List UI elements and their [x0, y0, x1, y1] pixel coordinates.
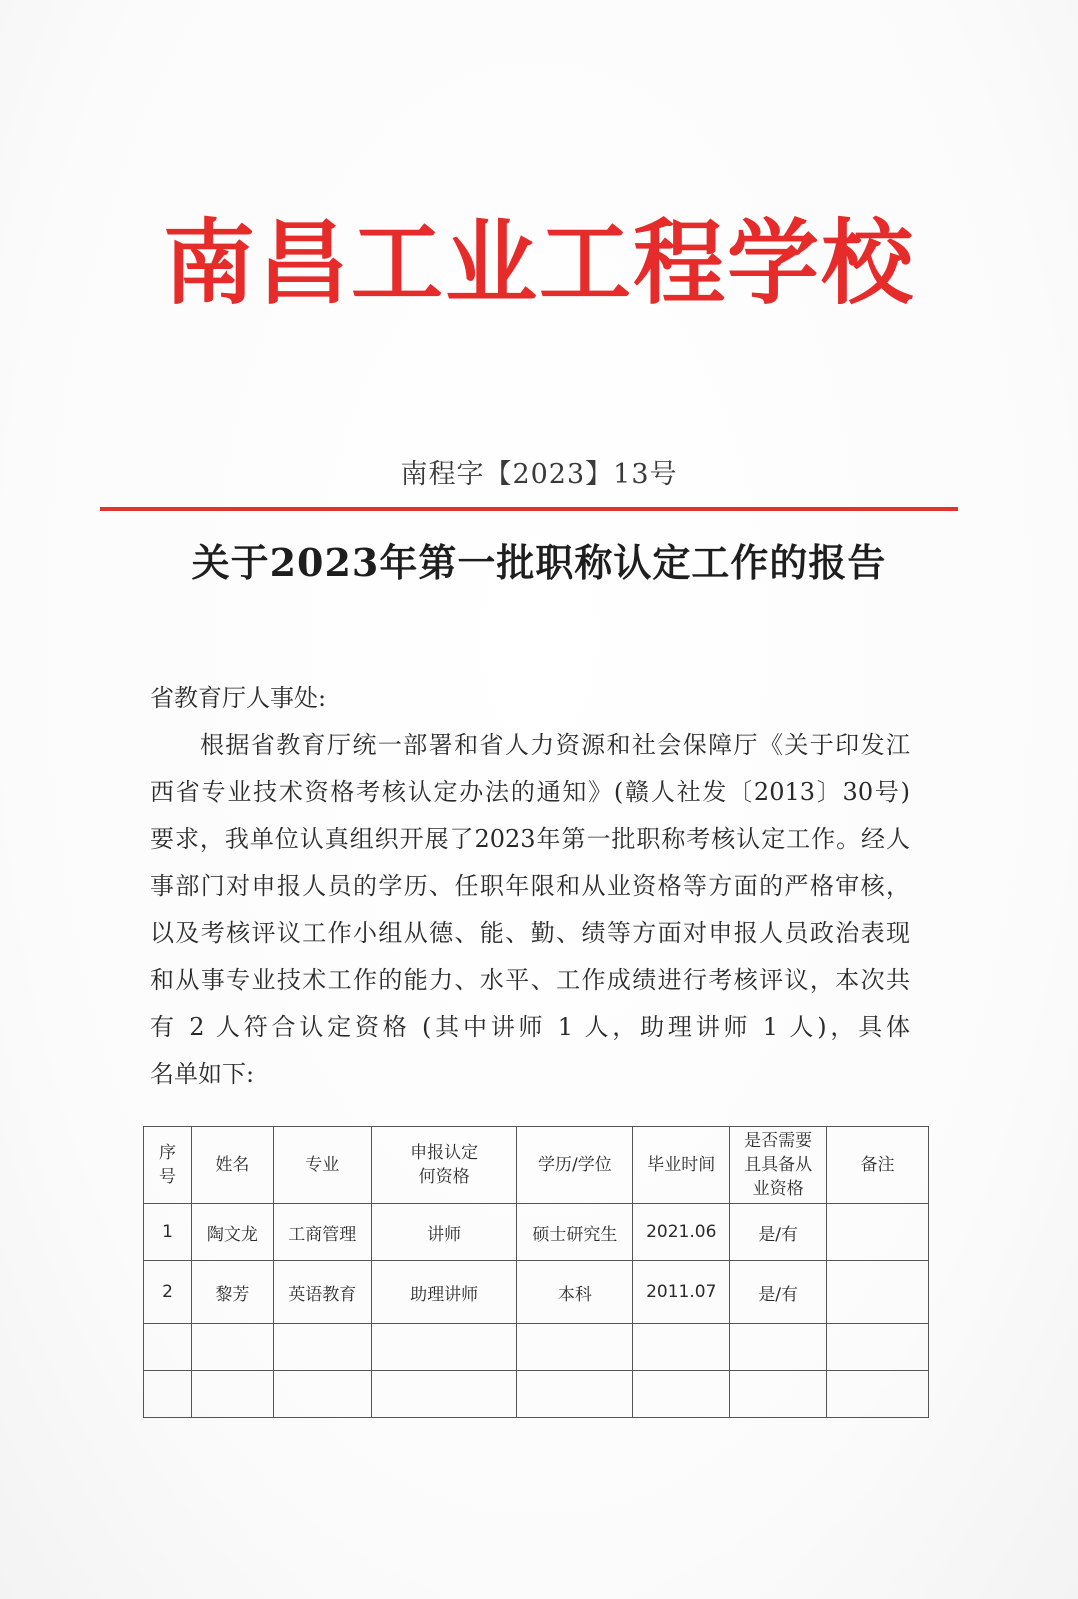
cell-remarks — [827, 1261, 929, 1324]
cell-grad-time: 2021.06 — [633, 1204, 730, 1261]
empty-cell — [633, 1371, 730, 1418]
table-row — [144, 1261, 929, 1324]
body-line: 根据省教育厅统一部署和省人力资源和社会保障厅《关于印发江 — [200, 731, 910, 759]
report-body — [150, 722, 910, 1098]
empty-cell — [517, 1371, 633, 1418]
cell-seq: 1 — [144, 1204, 192, 1261]
empty-cell — [730, 1371, 827, 1418]
header-education: 学历/学位 — [517, 1127, 633, 1204]
empty-cell — [371, 1324, 517, 1371]
header-seq — [144, 1127, 192, 1204]
school-masthead: 南昌工业工程学校 — [162, 210, 915, 317]
empty-cell — [191, 1371, 273, 1418]
header-remarks: 备注 — [827, 1127, 929, 1204]
header-major: 专业 — [273, 1127, 371, 1204]
cell-qualification: 讲师 — [371, 1204, 517, 1261]
empty-cell — [144, 1324, 192, 1371]
header-requirement-line: 业资格 — [752, 1179, 804, 1199]
cell-remarks — [827, 1204, 929, 1261]
cell-seq: 2 — [144, 1261, 192, 1324]
roster-table — [143, 1126, 929, 1418]
cell-major: 工商管理 — [273, 1204, 371, 1261]
body-line: 以及考核评议工作小组从德、能、勤、绩等方面对申报人员政治表现 — [150, 919, 910, 947]
empty-cell — [730, 1324, 827, 1371]
header-requirement-line: 且具备从 — [744, 1155, 813, 1175]
table-row-empty — [144, 1371, 929, 1418]
header-name: 姓名 — [191, 1127, 273, 1204]
header-seq-line: 序 — [158, 1143, 176, 1163]
cell-requirement: 是/有 — [730, 1204, 827, 1261]
header-qualification-line: 何资格 — [418, 1167, 470, 1187]
empty-cell — [273, 1324, 371, 1371]
empty-cell — [827, 1324, 929, 1371]
body-line: 名单如下: — [150, 1060, 255, 1088]
salutation: 省教育厅人事处: — [150, 684, 327, 712]
empty-cell — [517, 1324, 633, 1371]
empty-cell — [191, 1324, 273, 1371]
body-line: 西省专业技术资格考核认定办法的通知》(赣人社发〔2013〕30号) — [150, 778, 910, 806]
cell-education: 硕士研究生 — [517, 1204, 633, 1261]
cell-grad-time: 2011.07 — [633, 1261, 730, 1324]
table-header-row — [144, 1127, 929, 1204]
cell-qualification: 助理讲师 — [371, 1261, 517, 1324]
header-qualification — [371, 1127, 517, 1204]
table-row-empty — [144, 1324, 929, 1371]
header-qualification-line: 申报认定 — [410, 1143, 479, 1163]
empty-cell — [144, 1371, 192, 1418]
body-line: 有 2 人符合认定资格 (其中讲师 1 人，助理讲师 1 人)，具体 — [150, 1013, 910, 1041]
body-line: 和从事专业技术工作的能力、水平、工作成绩进行考核评议，本次共 — [150, 966, 910, 994]
empty-cell — [371, 1371, 517, 1418]
header-seq-line: 号 — [158, 1167, 176, 1187]
cell-name: 陶文龙 — [191, 1204, 273, 1261]
red-divider-line — [100, 507, 958, 511]
header-grad-time: 毕业时间 — [633, 1127, 730, 1204]
table-row — [144, 1204, 929, 1261]
cell-major: 英语教育 — [273, 1261, 371, 1324]
empty-cell — [633, 1324, 730, 1371]
report-title: 关于2023年第一批职称认定工作的报告 — [191, 540, 887, 585]
empty-cell — [273, 1371, 371, 1418]
cell-education: 本科 — [517, 1261, 633, 1324]
cell-name: 黎芳 — [191, 1261, 273, 1324]
empty-cell — [827, 1371, 929, 1418]
cell-requirement: 是/有 — [730, 1261, 827, 1324]
document-number: 南程字【2023】13号 — [400, 459, 678, 490]
header-requirement-line: 是否需要 — [744, 1131, 813, 1151]
body-line: 要求，我单位认真组织开展了2023年第一批职称考核认定工作。经人 — [150, 825, 910, 853]
body-line: 事部门对申报人员的学历、任职年限和从业资格等方面的严格审核， — [150, 872, 910, 900]
header-requirement — [730, 1127, 827, 1204]
